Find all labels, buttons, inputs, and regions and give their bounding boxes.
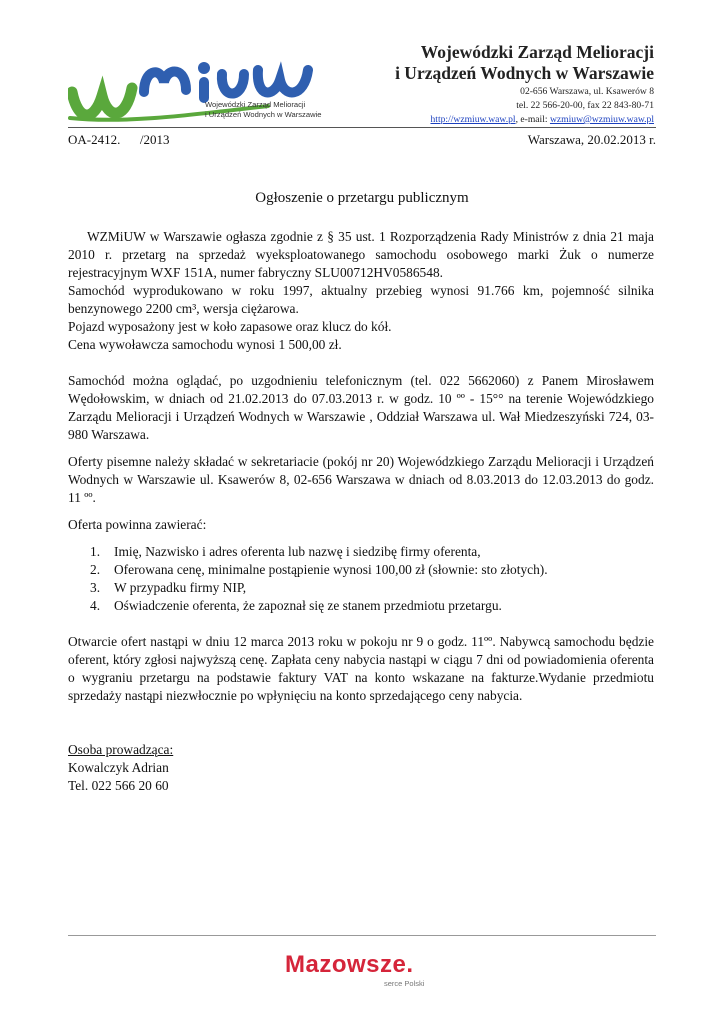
- organization-header: [395, 42, 654, 126]
- org-contact-links: http://wzmiuw.waw.pl, e-mail: wzmiuw@wzmiuw.waw.pl: [430, 114, 654, 125]
- paragraph-submission: Oferty pisemne należy składać w sekretariacie (pokój nr 20) Wojewódzkiego Zarządu Melioracji i Urządzeń Wodnych w Warszawie ul. Ksawerów 8, 02-656 Warszawa w dniach od 8.03.2013 do 12.03.2013 do godz. 11 ºº.: [68, 454, 654, 505]
- paragraph-vehicle-details: Samochód wyprodukowano w roku 1997, aktualny przebieg wynosi 91.766 km, pojemność silnika benzynowego 2200 cm³, wersja ciężarowa.: [68, 283, 654, 316]
- offer-requirements-list: [68, 543, 654, 615]
- list-item: 3. W przypadku firmy NIP,: [90, 580, 247, 595]
- paragraph-equipment: Pojazd wyposażony jest w koło zapasowe oraz klucz do kół.: [68, 319, 392, 334]
- website-link[interactable]: http://wzmiuw.waw.pl: [430, 114, 516, 125]
- paragraph-viewing: Samochód można oglądać, po uzgodnieniu telefonicznym (tel. 022 5662060) z Panem Mirosławem Wędołowskim, w dniach od 21.02.2013 do 07.03.2013 r. w godz. 10 ºº - 15°° na terenie Wojewódzkiego Zarządu Melioracji i Urządzeń Wodnych w Warszawie , Oddział Warszawa ul. Wał Miedzeszyński 724, 03-980 Warszawa.: [68, 373, 654, 442]
- document-title: Ogłoszenie o przetargu publicznym: [255, 190, 469, 206]
- paragraph-opening: Otwarcie ofert nastąpi w dniu 12 marca 2013 roku w pokoju nr 9 o godz. 11ºº. Nabywcą samochodu będzie oferent, który zgłosi najwyższą cenę. Zapłata ceny nabycia nastąpi w ciągu 7 dni od powiadomienia oferenta o wygraniu przetargu na podstawie faktury VAT na konto wskazane na fakturze.Wydanie przedmiotu sprzedaży nastąpi niezwłocznie po wpłynięciu na konto sprzedającego ceny nabycia.: [68, 634, 654, 703]
- document-body: [68, 228, 654, 795]
- contact-label: Osoba prowadząca:: [68, 742, 174, 757]
- org-name-line2: i Urządzeń Wodnych w Warszawie: [395, 63, 654, 83]
- mazowsze-logo: Mazowsze.: [285, 951, 414, 978]
- contact-name: Kowalczyk Adrian: [68, 760, 169, 775]
- org-name-line1: Wojewódzki Zarząd Melioracji: [420, 42, 654, 62]
- footer-divider: [68, 935, 656, 936]
- mazowsze-tagline: serce Polski: [384, 979, 425, 988]
- list-item: 1. Imię, Nazwisko i adres oferenta lub nazwę i siedzibę firmy oferenta,: [90, 544, 481, 559]
- offer-intro: Oferta powinna zawierać:: [68, 517, 207, 532]
- list-item: 2. Oferowana cenę, minimalne postąpienie wynosi 100,00 zł (słownie: sto złotych).: [90, 562, 548, 577]
- header-divider: [68, 127, 656, 128]
- email-link[interactable]: wzmiuw@wzmiuw.waw.pl: [549, 114, 654, 125]
- list-item: 4. Oświadczenie oferenta, że zapoznał się ze stanem przedmiotu przetargu.: [90, 598, 502, 613]
- paragraph-announcement: WZMiUW w Warszawie ogłasza zgodnie z § 35 ust. 1 Rozporządzenia Rady Ministrów z dnia 21 maja 2010 r. przetarg na sprzedaż wyeksploatowanego samochodu osobowego marki Żuk o numerze rejestracyjnym WXF 151A, numer fabryczny SLU00712HV0586548.: [68, 229, 654, 280]
- contact-phone: Tel. 022 566 20 60: [68, 778, 169, 793]
- org-phone: tel. 22 566-20-00, fax 22 843-80-71: [516, 100, 654, 111]
- logo-caption: Wojewódzki Zarząd Melioracji i Urządzeń Wodnych w Warszawie: [205, 100, 322, 119]
- org-address: 02-656 Warszawa, ul. Ksawerów 8: [520, 86, 654, 97]
- reference-number: OA-2412. /2013: [68, 132, 170, 147]
- paragraph-starting-price: Cena wywoławcza samochodu wynosi 1 500,00 zł.: [68, 337, 342, 352]
- place-date: Warszawa, 20.02.2013 r.: [527, 132, 656, 147]
